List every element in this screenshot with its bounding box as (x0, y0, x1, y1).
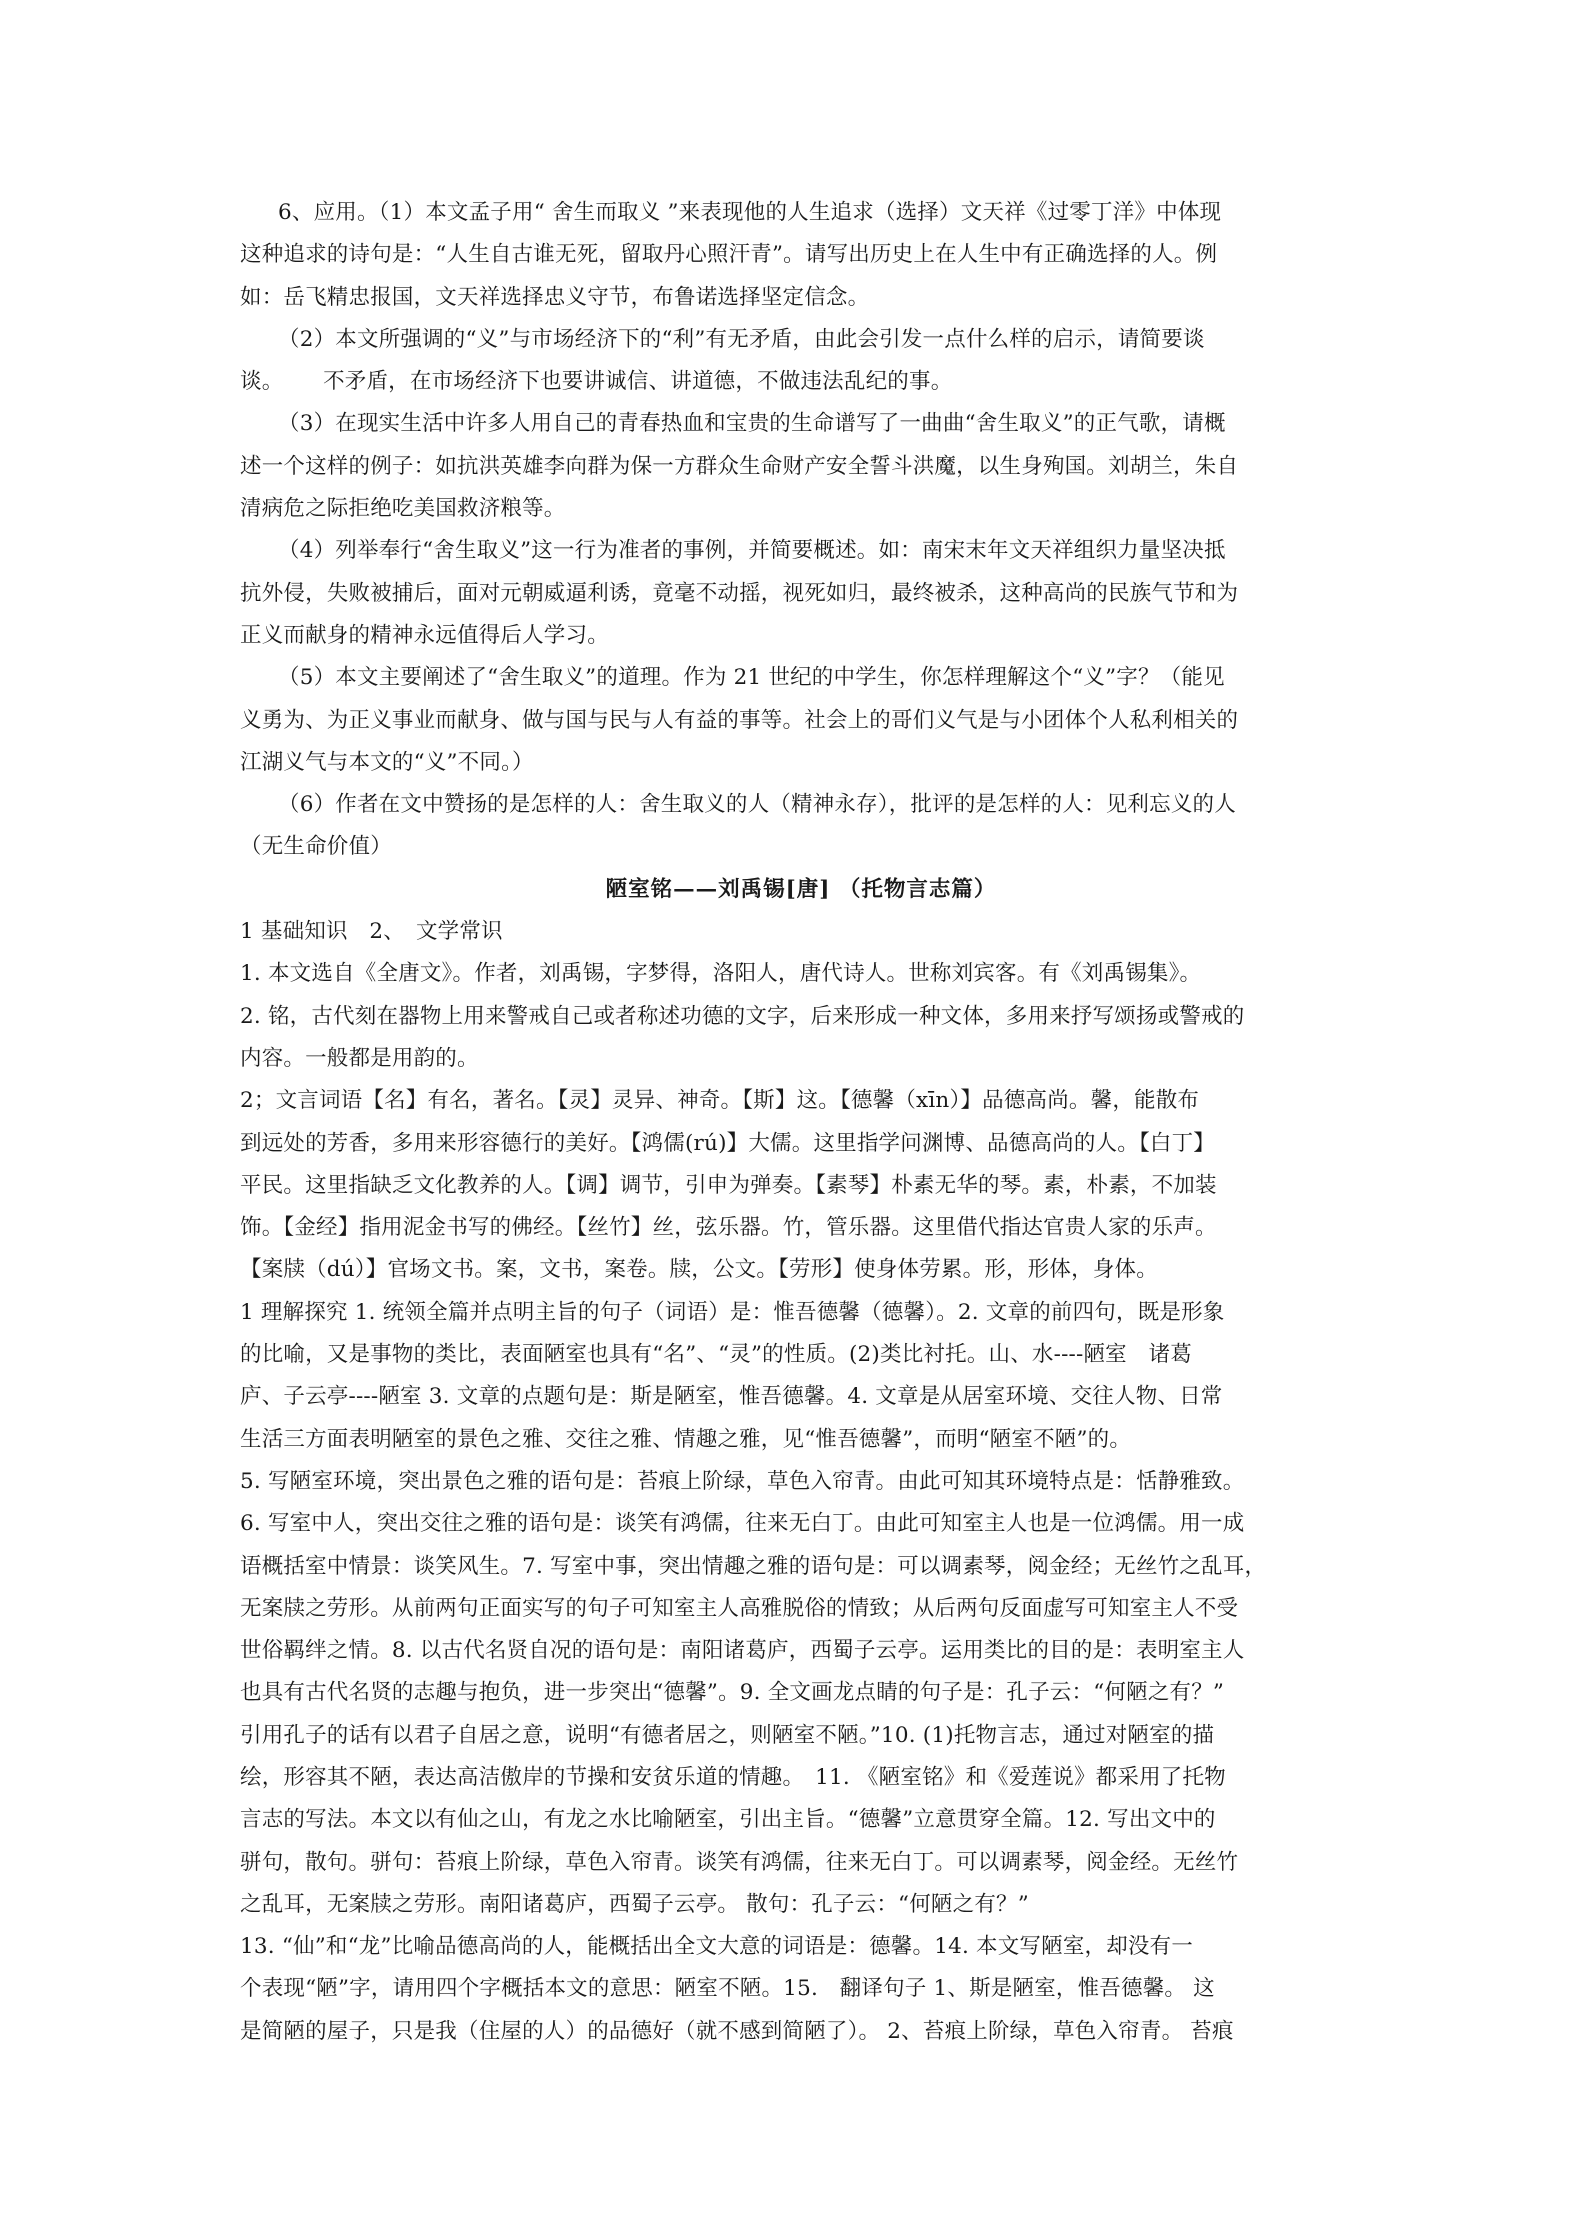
text-line: 无案牍之劳形。从前两句正面实写的句子可知室主人高雅脱俗的情致；从后两句反面虚写可知室主人不受 (240, 1595, 1239, 1621)
text-line: （6）作者在文中赞扬的是怎样的人：舍生取义的人（精神永存），批评的是怎样的人：见利忘义的人 (278, 792, 1236, 818)
text-line: （无生命价值） (240, 834, 392, 860)
text-line: 的比喻，又是事物的类比，表面陋室也具有“名”、“灵”的性质。(2)类比衬托。山、水----陋室 诸葛 (240, 1342, 1192, 1368)
text-line: 江湖义气与本文的“义”不同。） (240, 749, 534, 775)
text-line: 1. 本文选自《全唐文》。作者，刘禹锡，字梦得，洛阳人，唐代诗人。世称刘宾客。有《刘禹锡集》。 (240, 961, 1202, 987)
text-line: 引用孔子的话有以君子自居之意，说明“有德者居之，则陋室不陋。”10. (1)托物言志，通过对陋室的描 (240, 1722, 1215, 1748)
text-line: 【案牍（dú）】官场文书。案，文书，案卷。牍，公文。【劳形】使身体劳累。形，形体，身体。 (240, 1257, 1158, 1283)
text-line: 绘，形容其不陋，表达高洁傲岸的节操和安贫乐道的情趣。 11. 《陋室铭》和《爱莲说》都采用了托物 (240, 1764, 1226, 1790)
section-title: 陋室铭——刘禹锡[唐] （托物言志篇） (605, 876, 997, 902)
text-line: 个表现“陋”字，请用四个字概括本文的意思：陋室不陋。15. 翻译句子 1、斯是陋室，惟吾德馨。 这 (240, 1976, 1215, 2002)
text-line: 义勇为、为正义事业而献身、做与国与民与人有益的事等。社会上的哥们义气是与小团体个人私利相关的 (240, 707, 1239, 733)
text-line: 也具有古代名贤的志趣与抱负，进一步突出“德馨”。9. 全文画龙点睛的句子是：孔子云：“何陋之有？” (240, 1680, 1225, 1706)
document-page (240, 192, 1362, 2053)
text-line: 语概括室中情景：谈笑风生。7. 写室中事，突出情趣之雅的语句是：可以调素琴，阅金经；无丝竹之乱耳， (240, 1553, 1267, 1579)
text-line: 平民。这里指缺乏文化教养的人。【调】调节，引申为弹奏。【素琴】朴素无华的琴。素，朴素，不加装 (240, 1172, 1217, 1198)
text-line: 述一个这样的例子：如抗洪英雄李向群为保一方群众生命财产安全誓斗洪魔，以生身殉国。刘胡兰，朱自 (240, 453, 1239, 479)
text-line: 2；文言词语【名】有名，著名。【灵】灵异、神奇。【斯】这。【德馨（xīn）】品德高尚。馨，能散布 (240, 1088, 1200, 1114)
text-line: 如：岳飞精忠报国，文天祥选择忠义守节，布鲁诺选择坚定信念。 (240, 284, 870, 310)
text-line: 5. 写陋室环境，突出景色之雅的语句是：苔痕上阶绿，草色入帘青。由此可知其环境特点是：恬静雅致。 (240, 1468, 1245, 1494)
text-line: 内容。一般都是用韵的。 (240, 1045, 479, 1071)
text-line: 正义而献身的精神永远值得后人学习。 (240, 622, 609, 648)
text-line: 谈。 不矛盾，在市场经济下也要讲诚信、讲道德，不做违法乱纪的事。 (240, 369, 953, 395)
text-line: 言志的写法。本文以有仙之山，有龙之水比喻陋室，引出主旨。“德馨”立意贯穿全篇。12. 写出文中的 (240, 1807, 1216, 1833)
text-line: （2）本文所强调的“义”与市场经济下的“利”有无矛盾，由此会引发一点什么样的启示，请简要谈 (278, 326, 1205, 352)
text-line: 这种追求的诗句是：“人生自古谁无死，留取丹心照汗青”。请写出历史上在人生中有正确选择的人。例 (240, 242, 1218, 268)
text-line: 世俗羁绊之情。8. 以古代名贤自况的语句是：南阳诸葛庐，西蜀子云亭。运用类比的目的是：表明室主人 (240, 1638, 1245, 1664)
text-line: 到远处的芳香，多用来形容德行的美好。【鸿儒(rú)】大儒。这里指学问渊博、品德高尚的人。【白丁】 (240, 1130, 1216, 1156)
text-line: 清病危之际拒绝吃美国救济粮等。 (240, 496, 566, 522)
text-line: 13. “仙”和“龙”比喻品德高尚的人，能概括出全文大意的词语是：德馨。14. 本文写陋室，却没有一 (240, 1934, 1194, 1960)
text-line: 生活三方面表明陋室的景色之雅、交往之雅、情趣之雅，见“惟吾德馨”，而明“陋室不陋”的。 (240, 1426, 1132, 1452)
text-line: 1 基础知识 2、 文学常识 (240, 919, 503, 945)
text-line: 抗外侵，失败被捕后，面对元朝威逼利诱，竟毫不动摇，视死如归，最终被杀，这种高尚的民族气节和为 (240, 580, 1239, 606)
text-line: 6. 写室中人，突出交往之雅的语句是：谈笑有鸿儒，往来无白丁。由此可知室主人也是一位鸿儒。用一成 (240, 1511, 1245, 1537)
text-line: 饰。【金经】指用泥金书写的佛经。【丝竹】丝，弦乐器。竹，管乐器。这里借代指达官贵人家的乐声。 (240, 1215, 1217, 1241)
text-line: 庐、子云亭----陋室 3. 文章的点题句是：斯是陋室，惟吾德馨。4. 文章是从居室环境、交往人物、日常 (240, 1384, 1223, 1410)
text-line: 6、应用。（1）本文孟子用“ 舍生而取义 ”来表现他的人生追求（选择）文天祥《过零丁洋》中体现 (278, 200, 1222, 225)
text-line: 1 理解探究 1. 统领全篇并点明主旨的句子（词语）是：惟吾德馨（德馨）。2. 文章的前四句，既是形象 (240, 1299, 1225, 1325)
text-line: 是简陋的屋子，只是我（住屋的人）的品德好（就不感到简陋了）。 2、苔痕上阶绿，草色入帘青。 苔痕 (240, 2018, 1234, 2044)
text-line: （4）列举奉行“舍生取义”这一行为准者的事例，并简要概述。如：南宋末年文天祥组织力量坚决抵 (278, 538, 1226, 564)
text-line: （3）在现实生活中许多人用自己的青春热血和宝贵的生命谱写了一曲曲“舍生取义”的正气歌，请概 (278, 411, 1226, 437)
text-line: 2. 铭，古代刻在器物上用来警戒自己或者称述功德的文字，后来形成一种文体，多用来抒写颂扬或警戒的 (240, 1003, 1245, 1029)
text-line: 之乱耳，无案牍之劳形。南阳诸葛庐，西蜀子云亭。 散句：孔子云：“何陋之有？” (240, 1891, 1029, 1917)
text-line: 骈句，散句。骈句：苔痕上阶绿，草色入帘青。谈笑有鸿儒，往来无白丁。可以调素琴，阅金经。无丝竹 (240, 1849, 1239, 1875)
text-line: （5）本文主要阐述了“舍生取义”的道理。作为 21 世纪的中学生，你怎样理解这个“义”字？（能见 (278, 665, 1225, 691)
